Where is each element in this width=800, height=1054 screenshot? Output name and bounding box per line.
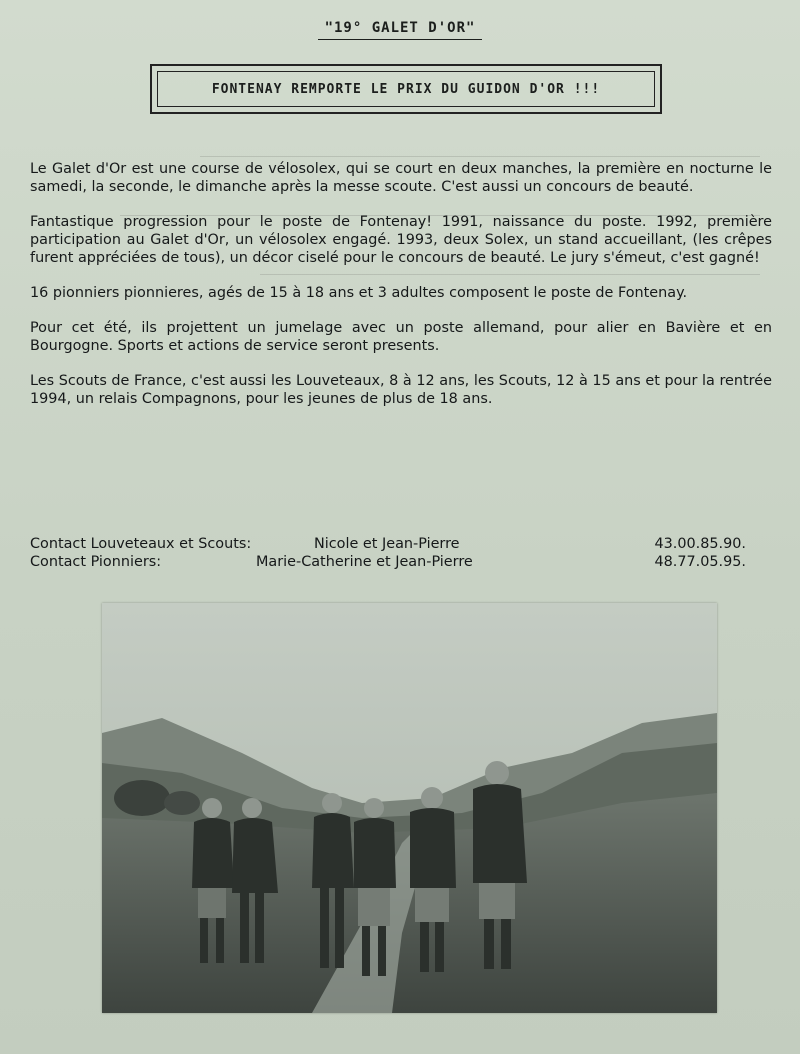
paragraph-progression: Fantastique progression pour le poste de Fontenay! 1991, naissance du poste. 1992, première participation au Galet d'Or, un vélosolex engagé. 1993, deux Solex, un stand accueillant, (les crêpes furent appréciées de tous), un décor ciselé pour le concours de beauté. Le jury s'émeut, c'est gagné! <box>30 214 772 266</box>
contact-row-louveteaux <box>30 535 772 553</box>
contact-phone: 43.00.85.90. <box>654 536 746 552</box>
paragraph-galet: Le Galet d'Or est une course de vélosolex, qui se court en deux manches, la première en nocturne le samedi, la seconde, le dimanche après la messe scoute. C'est aussi un concours de beauté. <box>30 161 772 195</box>
headline-text: FONTENAY REMPORTE LE PRIX DU GUIDON D'OR !!! <box>211 81 601 97</box>
photo-illustration <box>102 603 717 1013</box>
contact-row-pionniers <box>30 553 772 571</box>
contact-list <box>30 535 772 571</box>
headline-box-inner <box>157 71 655 107</box>
paragraph-scouts-de-france: Les Scouts de France, c'est aussi les Louveteaux, 8 à 12 ans, les Scouts, 12 à 15 ans et pour la rentrée 1994, un relais Compagnons, pour les jeunes de plus de 18 ans. <box>30 373 772 407</box>
article-body <box>30 160 772 425</box>
title-underline <box>318 39 482 40</box>
contact-label: Contact Pionniers: <box>30 554 162 570</box>
contact-names: Marie-Catherine et Jean-Pierre <box>256 554 473 570</box>
contact-names: Nicole et Jean-Pierre <box>314 536 460 552</box>
contact-label: Contact Louveteaux et Scouts: <box>30 536 252 552</box>
page-title <box>300 20 500 36</box>
paragraph-summer: Pour cet été, ils projettent un jumelage avec un poste allemand, pour alier en Bavière et en Bourgogne. Sports et actions de service seront presents. <box>30 320 772 354</box>
scouts-group-photo <box>102 603 717 1013</box>
page-title-text: "19° GALET D'OR" <box>324 20 476 36</box>
headline-box <box>150 64 662 114</box>
paragraph-pionniers: 16 pionniers pionnieres, agés de 15 à 18 ans et 3 adultes composent le poste de Fontenay. <box>30 285 688 301</box>
contact-phone: 48.77.05.95. <box>654 554 746 570</box>
